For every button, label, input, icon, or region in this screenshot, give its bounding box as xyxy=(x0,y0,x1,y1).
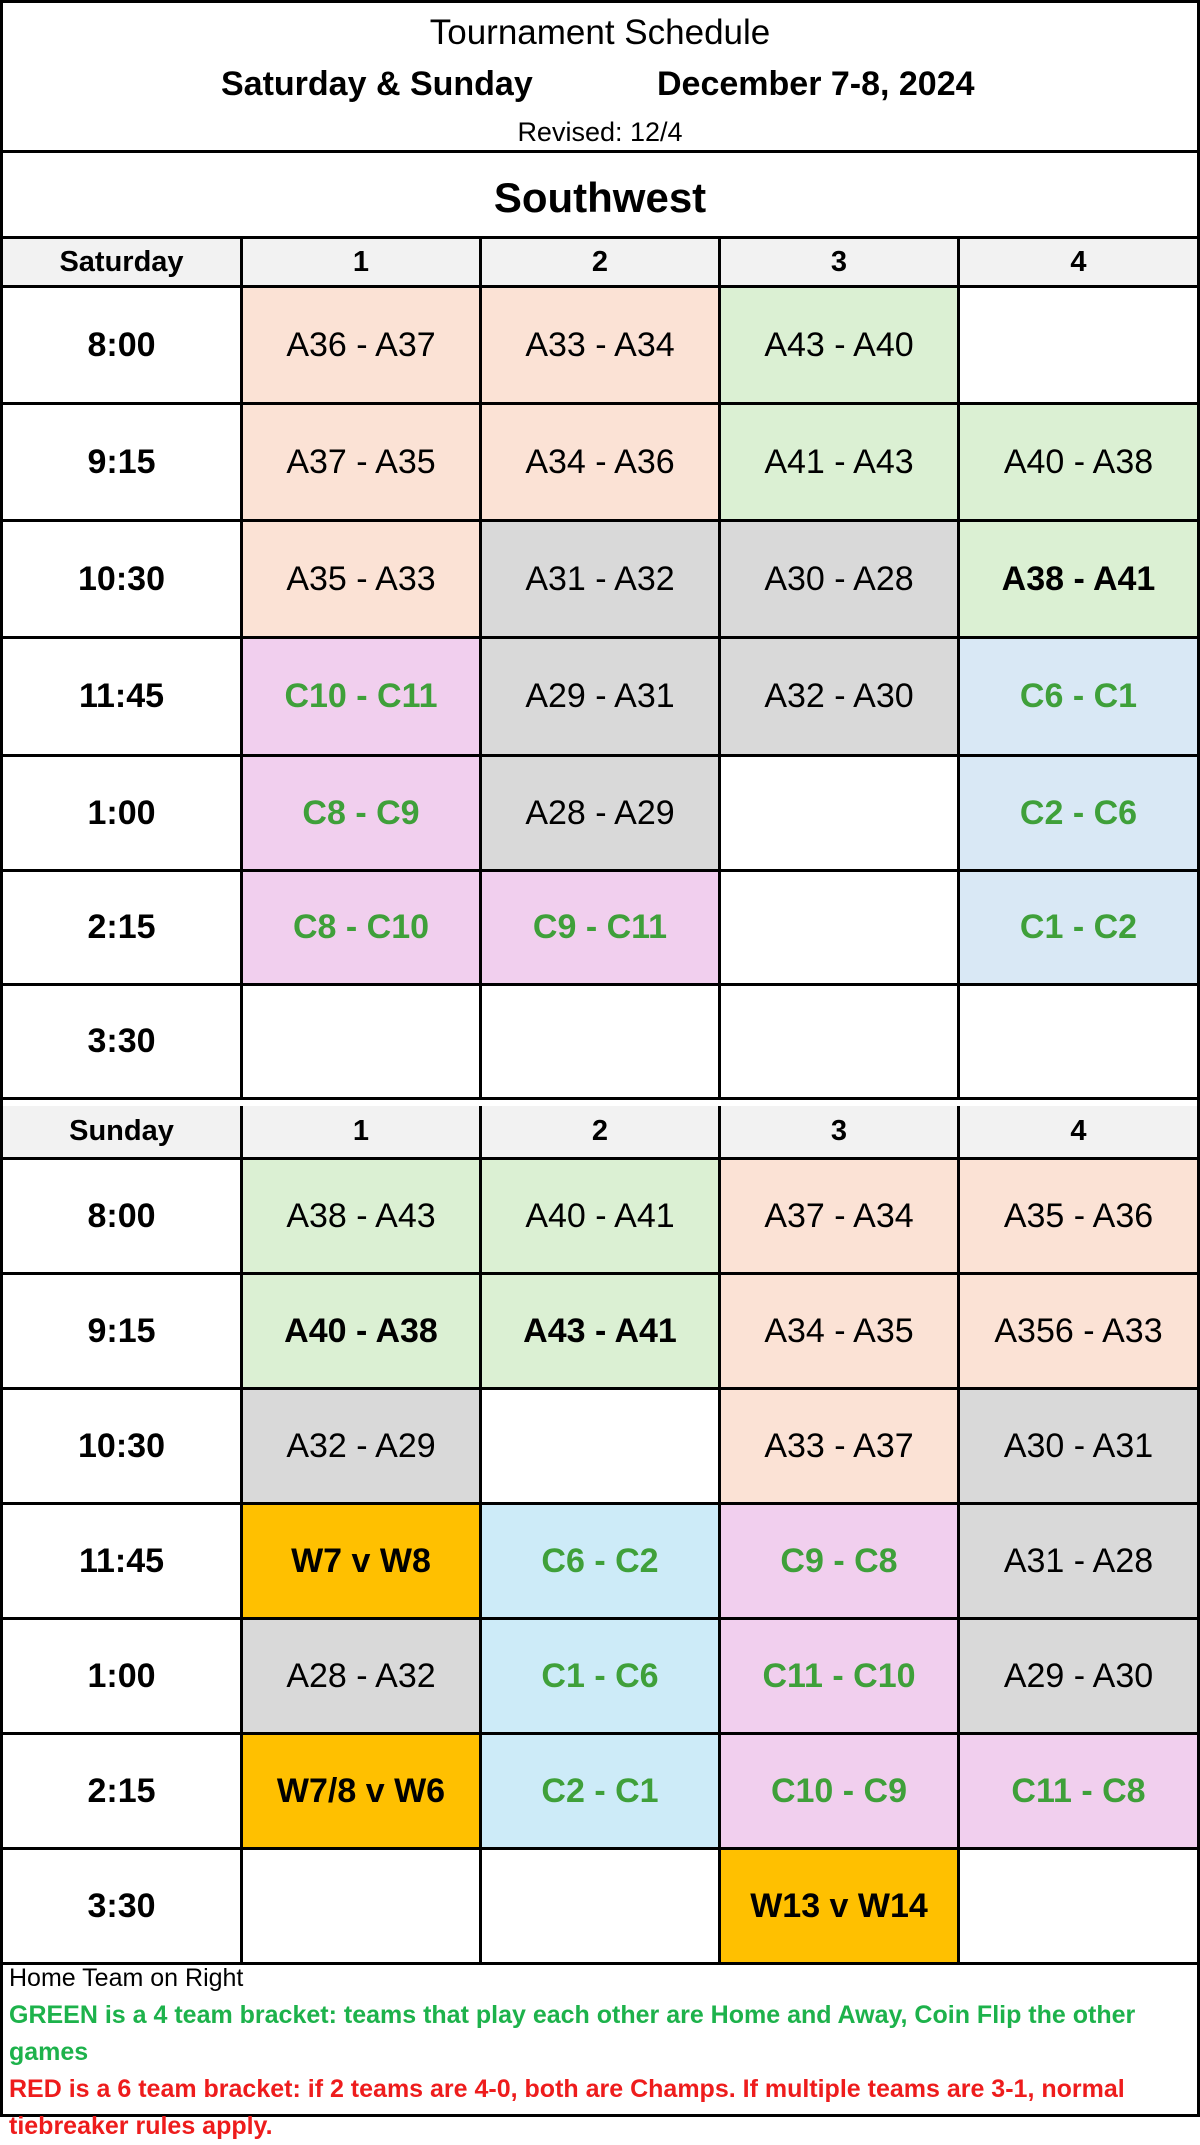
field-header: 4 xyxy=(960,239,1197,288)
region-title: Southwest xyxy=(3,156,1197,239)
game-cell: C2 - C1 xyxy=(482,1735,721,1850)
game-cell: A29 - A30 xyxy=(960,1620,1197,1735)
game-cell: C2 - C6 xyxy=(960,757,1197,872)
game-cell: A30 - A31 xyxy=(960,1390,1197,1505)
time-slot: 3:30 xyxy=(3,1850,243,1965)
game-cell: C9 - C8 xyxy=(721,1505,960,1620)
game-cell: A34 - A36 xyxy=(482,405,721,522)
game-cell xyxy=(721,757,960,872)
time-slot: 11:45 xyxy=(3,639,243,757)
game-cell xyxy=(482,986,721,1100)
game-cell: A37 - A34 xyxy=(721,1160,960,1275)
game-cell: A28 - A32 xyxy=(243,1620,482,1735)
game-cell: C1 - C2 xyxy=(960,872,1197,986)
game-cell: A40 - A41 xyxy=(482,1160,721,1275)
game-cell xyxy=(482,1390,721,1505)
game-cell: A28 - A29 xyxy=(482,757,721,872)
game-cell: A40 - A38 xyxy=(960,405,1197,522)
game-cell: W7/8 v W6 xyxy=(243,1735,482,1850)
field-header: 2 xyxy=(482,1106,721,1160)
game-cell: A32 - A29 xyxy=(243,1390,482,1505)
revised-date: Revised: 12/4 xyxy=(517,117,683,147)
game-cell: C11 - C10 xyxy=(721,1620,960,1735)
game-cell: A35 - A33 xyxy=(243,522,482,639)
game-cell: A37 - A35 xyxy=(243,405,482,522)
time-slot: 9:15 xyxy=(3,405,243,522)
time-slot: 8:00 xyxy=(3,1160,243,1275)
game-cell: A31 - A28 xyxy=(960,1505,1197,1620)
time-slot: 1:00 xyxy=(3,757,243,872)
game-cell: A356 - A33 xyxy=(960,1275,1197,1390)
saturday-schedule-table xyxy=(3,239,1197,1100)
game-cell: A33 - A34 xyxy=(482,288,721,405)
field-header: 1 xyxy=(243,1106,482,1160)
time-slot: 10:30 xyxy=(3,522,243,639)
schedule-days: Saturday & Sunday xyxy=(221,65,533,103)
game-cell: A43 - A40 xyxy=(721,288,960,405)
time-slot: 1:00 xyxy=(3,1620,243,1735)
field-header: 4 xyxy=(960,1106,1197,1160)
game-cell: A34 - A35 xyxy=(721,1275,960,1390)
game-cell: C11 - C8 xyxy=(960,1735,1197,1850)
game-cell: A36 - A37 xyxy=(243,288,482,405)
game-cell: C8 - C9 xyxy=(243,757,482,872)
sunday-schedule-table xyxy=(3,1106,1197,1965)
time-slot: 3:30 xyxy=(3,986,243,1100)
green-bracket-rule: GREEN is a 4 team bracket: teams that play each other are Home and Away, Coin Flip the other games xyxy=(9,2001,1136,2066)
game-cell xyxy=(960,1850,1197,1965)
game-cell: C9 - C11 xyxy=(482,872,721,986)
game-cell xyxy=(482,1850,721,1965)
schedule-header xyxy=(3,3,1197,153)
day-label-saturday: Saturday xyxy=(3,239,243,288)
game-cell xyxy=(721,872,960,986)
home-team-note: Home Team on Right xyxy=(9,1964,244,1992)
game-cell: C10 - C11 xyxy=(243,639,482,757)
game-cell: A29 - A31 xyxy=(482,639,721,757)
game-cell xyxy=(960,288,1197,405)
game-cell: A41 - A43 xyxy=(721,405,960,522)
game-cell xyxy=(243,986,482,1100)
game-cell: W13 v W14 xyxy=(721,1850,960,1965)
game-cell: A40 - A38 xyxy=(243,1275,482,1390)
game-cell xyxy=(243,1850,482,1965)
game-cell: C6 - C2 xyxy=(482,1505,721,1620)
time-slot: 10:30 xyxy=(3,1390,243,1505)
time-slot: 8:00 xyxy=(3,288,243,405)
schedule-dates: December 7-8, 2024 xyxy=(657,65,975,103)
field-header: 3 xyxy=(721,239,960,288)
game-cell: A30 - A28 xyxy=(721,522,960,639)
game-cell: A32 - A30 xyxy=(721,639,960,757)
time-slot: 9:15 xyxy=(3,1275,243,1390)
game-cell: A35 - A36 xyxy=(960,1160,1197,1275)
time-slot: 2:15 xyxy=(3,1735,243,1850)
time-slot: 2:15 xyxy=(3,872,243,986)
game-cell xyxy=(960,986,1197,1100)
schedule-footer xyxy=(3,1960,1197,2145)
game-cell: A31 - A32 xyxy=(482,522,721,639)
field-header: 3 xyxy=(721,1106,960,1160)
game-cell xyxy=(721,986,960,1100)
game-cell: C10 - C9 xyxy=(721,1735,960,1850)
time-slot: 11:45 xyxy=(3,1505,243,1620)
field-header: 2 xyxy=(482,239,721,288)
game-cell: C8 - C10 xyxy=(243,872,482,986)
game-cell: A43 - A41 xyxy=(482,1275,721,1390)
game-cell: A38 - A43 xyxy=(243,1160,482,1275)
schedule-title: Tournament Schedule xyxy=(429,13,771,52)
game-cell: A33 - A37 xyxy=(721,1390,960,1505)
game-cell: C1 - C6 xyxy=(482,1620,721,1735)
game-cell: C6 - C1 xyxy=(960,639,1197,757)
red-bracket-rule: RED is a 6 team bracket: if 2 teams are 4-0, both are Champs. If multiple teams are 3-1, normal tiebreaker rules apply. xyxy=(9,2075,1125,2140)
game-cell: W7 v W8 xyxy=(243,1505,482,1620)
game-cell: A38 - A41 xyxy=(960,522,1197,639)
field-header: 1 xyxy=(243,239,482,288)
day-label-sunday: Sunday xyxy=(3,1106,243,1160)
